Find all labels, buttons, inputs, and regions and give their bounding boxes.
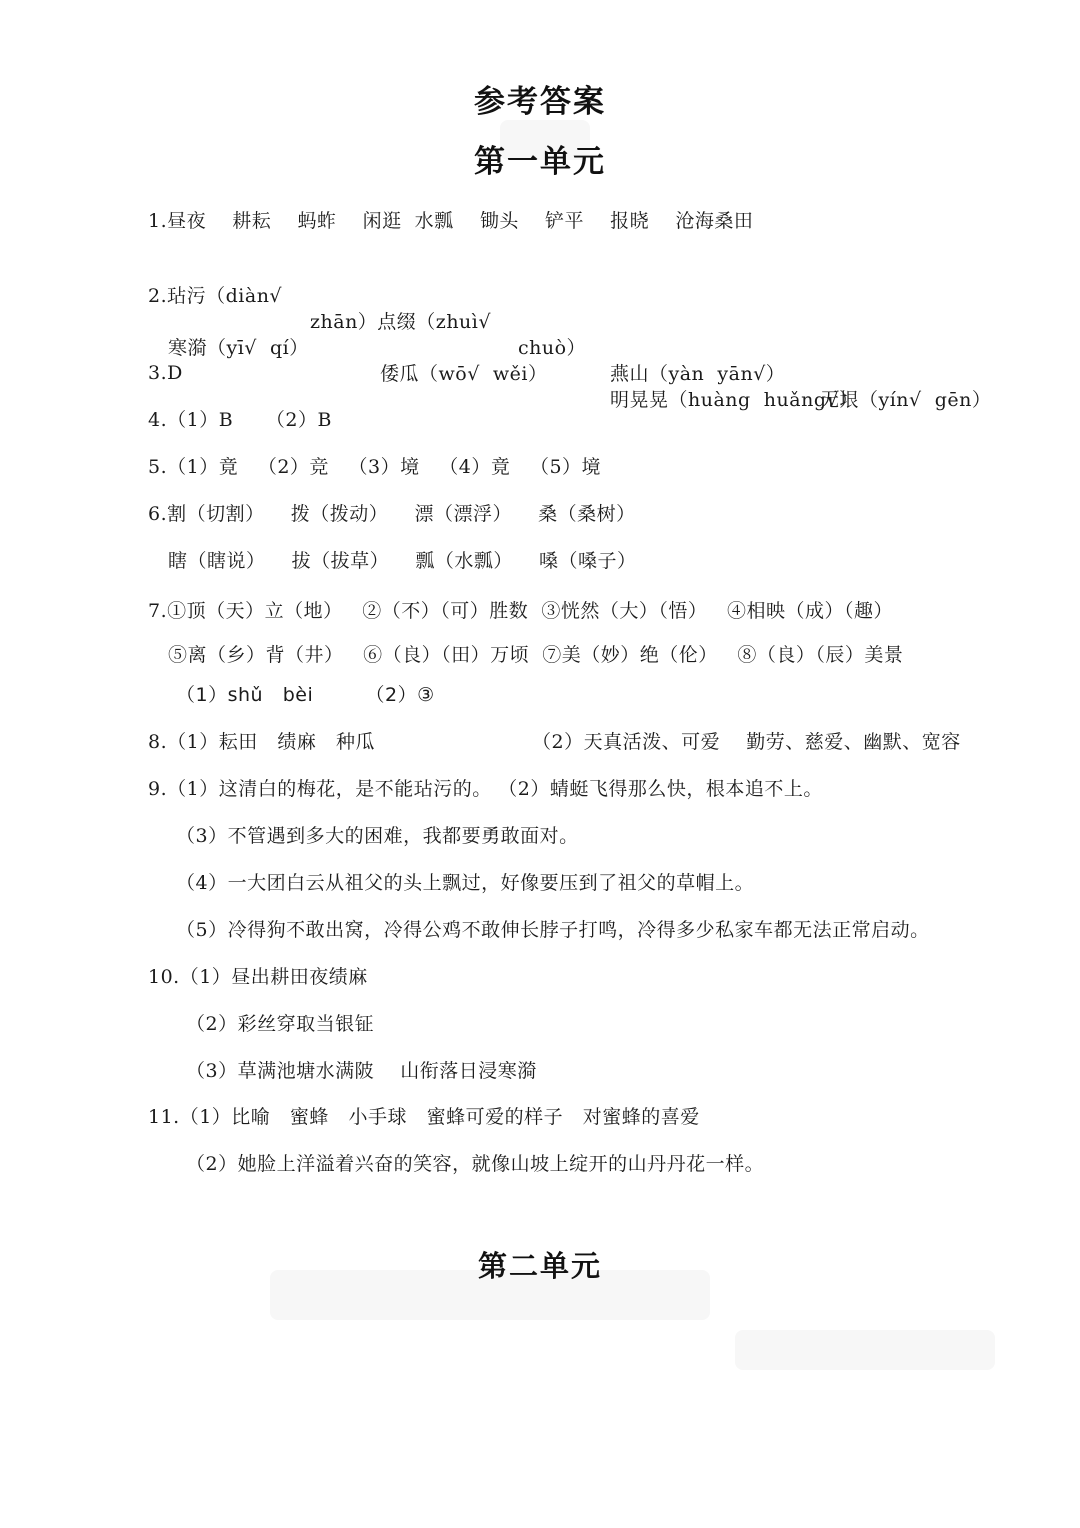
answer-q10-line2: （2）彩丝穿取当银钲: [186, 1013, 375, 1035]
answer-q11-line2: （2）她脸上洋溢着兴奋的笑容，就像山坡上绽开的山丹丹花一样。: [186, 1153, 765, 1175]
answer-q7-line1: 7.①顶（天）立（地） ②（不）（可）胜数 ③恍然（大）（悟） ④相映（成）（趣）: [148, 600, 893, 622]
q2-item-wuyin: 无垠（yín√ gēn）: [820, 389, 992, 411]
q2-item-dianwu: 2.玷污（diàn√: [148, 285, 283, 307]
answer-q7-line2: ⑤离（乡）背（井） ⑥（良）（田）万顷 ⑦美（妙）绝（伦） ⑧（良）（辰）美景: [168, 644, 904, 666]
answer-q7-line3: （1）shǔ bèi （2）③: [176, 684, 435, 706]
answer-q6-line2: 瞎（瞎说） 拔（拔草） 瓢（水瓢） 嗓（嗓子）: [168, 550, 637, 572]
answer-q6-line1: 6.割（切割） 拨（拨动） 漂（漂浮） 桑（桑树）: [148, 503, 636, 525]
q2-item-dianzhui-option: chuò）: [518, 337, 587, 359]
q2-item-dianzhui: zhān）点缀（zhuì√: [310, 311, 491, 333]
answer-q8-part1: 8.（1）耘田 绩麻 种瓜: [148, 731, 375, 753]
unit-one-heading: 第一单元: [474, 144, 606, 180]
answer-q8-part2: （2）天真活泼、可爱 勤劳、慈爱、幽默、宽容: [532, 731, 961, 753]
q2-item-yanshan: 燕山（yàn yān√）: [610, 363, 786, 385]
q2-item-hanyi: 寒漪（yī√ qí）: [168, 337, 309, 359]
answer-q3: 3.D: [148, 362, 183, 384]
answer-q11-line1: 11.（1）比喻 蜜蜂 小手球 蜜蜂可爱的样子 对蜜蜂的喜爱: [148, 1106, 700, 1128]
answer-q1: 1.昼夜 耕耘 蚂蚱 闲逛 水瓢 锄头 铲平 报晓 沧海桑田: [148, 210, 754, 232]
answer-q9-line3: （4）一大团白云从祖父的头上飘过，好像要压到了祖父的草帽上。: [176, 872, 755, 894]
answer-q4: 4.（1）B （2）B: [148, 409, 332, 431]
q2-item-wogua: 倭瓜（wō√ wěi）: [380, 363, 548, 385]
q2-item-minghuanghuang: 明晃晃（huàng huǎng√）: [610, 389, 859, 411]
answer-q9-line1: 9.（1）这清白的梅花，是不能玷污的。 （2）蜻蜓飞得那么快，根本追不上。: [148, 778, 823, 800]
answer-q9-line4: （5）冷得狗不敢出窝，冷得公鸡不敢伸长脖子打鸣，冷得多少私家车都无法正常启动。: [176, 919, 930, 941]
unit-two-heading: 第二单元: [477, 1249, 602, 1283]
answer-q10-line3: （3）草满池塘水满陂 山衔落日浸寒漪: [186, 1060, 537, 1082]
answer-q10-line1: 10.（1）昼出耕田夜绩麻: [148, 966, 368, 988]
answer-q9-line2: （3）不管遇到多大的困难，我都要勇敢面对。: [176, 825, 579, 847]
page-title: 参考答案: [474, 84, 606, 120]
scan-smudge: [735, 1330, 995, 1370]
answer-q5: 5.（1）竟 （2）竞 （3）境 （4）竟 （5）境: [148, 456, 602, 478]
